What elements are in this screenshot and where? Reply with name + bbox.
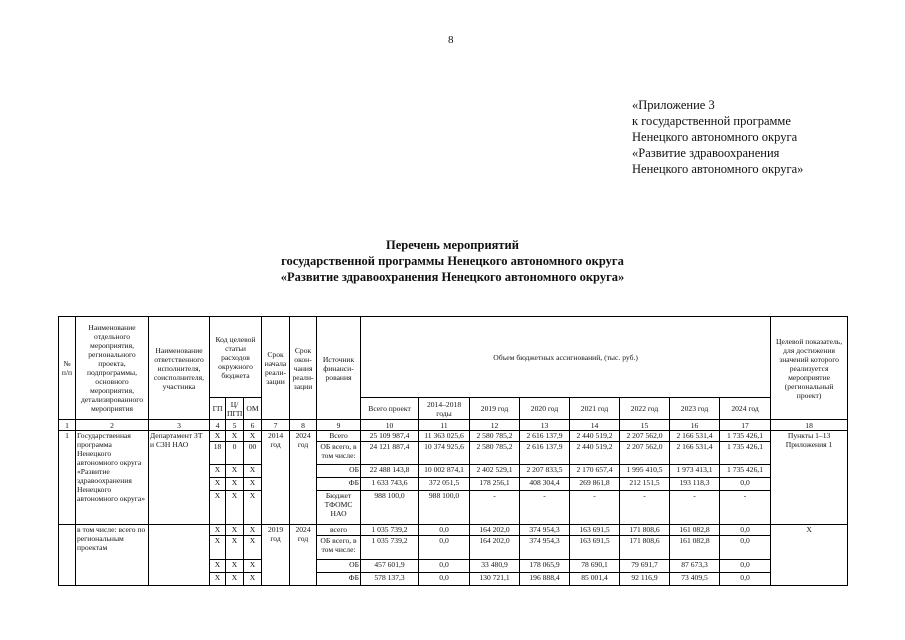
cell-gp: 18	[210, 442, 226, 465]
column-number-cell: 8	[290, 420, 317, 431]
column-number-cell: 4	[210, 420, 226, 431]
cell-value: 2 170 657,4	[570, 465, 620, 478]
row-number: 1	[59, 431, 76, 525]
appendix-line: Ненецкого автономного округа»	[632, 162, 804, 176]
cell-value: 178 256,1	[470, 478, 520, 491]
cell-value: 2 207 562,0	[620, 431, 670, 442]
cell-value: 171 808,6	[620, 525, 670, 536]
header-2021: 2021 год	[570, 398, 620, 420]
cell-value: 1 633 743,6	[361, 478, 419, 491]
cell-cpgp: Х	[226, 465, 244, 478]
appendix-note	[632, 97, 803, 177]
cell-cpgp: Х	[226, 525, 244, 536]
row-start: 2019 год	[262, 525, 290, 586]
column-number-cell: 17	[720, 420, 771, 431]
cell-value: 1 035 739,2	[361, 536, 419, 560]
column-number-cell: 7	[262, 420, 290, 431]
cell-value: 1 035 739,2	[361, 525, 419, 536]
cell-value: -	[570, 491, 620, 525]
cell-value: 161 082,8	[670, 536, 720, 560]
cell-value: 164 202,0	[470, 525, 520, 536]
column-number-cell: 12	[470, 420, 520, 431]
cell-value: -	[470, 491, 520, 525]
cell-value: 2 402 529,1	[470, 465, 520, 478]
page-number: 8	[448, 34, 454, 46]
cell-om: Х	[244, 536, 262, 560]
cell-value: -	[670, 491, 720, 525]
row-number	[59, 525, 76, 586]
cell-cpgp: Х	[226, 431, 244, 442]
document-heading	[0, 237, 905, 285]
cell-value: 196 888,4	[520, 573, 570, 586]
column-number-cell: 5	[226, 420, 244, 431]
cell-source: ОБ всего, в том числе:	[317, 442, 361, 465]
column-number-cell: 9	[317, 420, 361, 431]
cell-value: 1 735 426,1	[720, 431, 771, 442]
cell-gp: Х	[210, 560, 226, 573]
cell-value: 2 616 137,9	[520, 431, 570, 442]
header-2014-2018: 2014–2018 годы	[419, 398, 470, 420]
cell-value: 988 100,0	[361, 491, 419, 525]
cell-value: 0,0	[419, 536, 470, 560]
cell-source: Всего	[317, 431, 361, 442]
cell-value: 22 488 143,8	[361, 465, 419, 478]
cell-value: 1 735 426,1	[720, 442, 771, 465]
cell-value: 25 109 987,4	[361, 431, 419, 442]
heading-line: государственной программы Ненецкого автономного округа	[281, 254, 624, 268]
measures-table	[58, 316, 848, 586]
cell-value: 33 480,9	[470, 560, 520, 573]
cell-source: ОБ всего, в том числе:	[317, 536, 361, 560]
header-2022: 2022 год	[620, 398, 670, 420]
cell-value: 161 082,8	[670, 525, 720, 536]
table-row	[59, 525, 848, 536]
header-volume: Объем бюджетных ассигнований, (тыс. руб.)	[361, 317, 771, 398]
header-num: № п/п	[59, 317, 76, 420]
cell-value: 2 166 531,4	[670, 431, 720, 442]
cell-value: 988 100,0	[419, 491, 470, 525]
cell-gp: Х	[210, 465, 226, 478]
cell-value: 79 691,7	[620, 560, 670, 573]
cell-value: 193 118,3	[670, 478, 720, 491]
cell-source: ФБ	[317, 573, 361, 586]
table-row	[59, 431, 848, 442]
header-source: Источник финанси-рования	[317, 317, 361, 420]
cell-value: 374 954,3	[520, 536, 570, 560]
cell-om: Х	[244, 465, 262, 478]
cell-gp: Х	[210, 536, 226, 560]
cell-cpgp: Х	[226, 536, 244, 560]
cell-value: 2 207 833,5	[520, 465, 570, 478]
row-end: 2024 год	[290, 431, 317, 525]
row-indicator: Х	[771, 525, 848, 586]
cell-cpgp: Х	[226, 560, 244, 573]
appendix-line: «Приложение 3	[632, 98, 715, 112]
cell-value: 2 166 531,4	[670, 442, 720, 465]
cell-value: -	[620, 491, 670, 525]
header-2019: 2019 год	[470, 398, 520, 420]
cell-value: 163 691,5	[570, 536, 620, 560]
row-name: Государственная программа Ненецкого автономного округа «Развитие здравоохранения Ненецкого автономного округа»	[76, 431, 149, 525]
appendix-line: «Развитие здравоохранения	[632, 146, 780, 160]
header-code: Код целевой статьи расходов окружного бюджета	[210, 317, 262, 398]
cell-value: 2 207 562,0	[620, 442, 670, 465]
cell-value: 163 691,5	[570, 525, 620, 536]
cell-gp: Х	[210, 478, 226, 491]
cell-om: Х	[244, 491, 262, 525]
cell-source: ОБ	[317, 465, 361, 478]
column-number-cell: 18	[771, 420, 848, 431]
header-gp: ГП	[210, 398, 226, 420]
cell-value: 0,0	[720, 478, 771, 491]
cell-value: 1 735 426,1	[720, 465, 771, 478]
cell-source: ФБ	[317, 478, 361, 491]
cell-value: 2 580 785,2	[470, 442, 520, 465]
row-start: 2014 год	[262, 431, 290, 525]
cell-value: 10 002 874,1	[419, 465, 470, 478]
column-number-cell: 2	[76, 420, 149, 431]
cell-cpgp: Х	[226, 478, 244, 491]
cell-cpgp: Х	[226, 573, 244, 586]
cell-om: Х	[244, 560, 262, 573]
cell-value: 73 409,5	[670, 573, 720, 586]
cell-value: 0,0	[419, 560, 470, 573]
header-2020: 2020 год	[520, 398, 570, 420]
appendix-line: к государственной программе	[632, 114, 791, 128]
column-number-cell: 15	[620, 420, 670, 431]
cell-gp: Х	[210, 491, 226, 525]
cell-value: 10 374 925,6	[419, 442, 470, 465]
cell-source: ОБ	[317, 560, 361, 573]
cell-value: 11 363 025,6	[419, 431, 470, 442]
column-number-cell: 3	[149, 420, 210, 431]
cell-value: 0,0	[720, 536, 771, 560]
cell-om: Х	[244, 478, 262, 491]
cell-value: 0,0	[720, 525, 771, 536]
cell-value: 87 673,3	[670, 560, 720, 573]
cell-value: 24 121 887,4	[361, 442, 419, 465]
column-number-cell: 14	[570, 420, 620, 431]
cell-value: 178 065,9	[520, 560, 570, 573]
header-2023: 2023 год	[670, 398, 720, 420]
column-number-cell: 16	[670, 420, 720, 431]
cell-value: 578 137,3	[361, 573, 419, 586]
cell-value: 2 440 519,2	[570, 442, 620, 465]
column-number-cell: 10	[361, 420, 419, 431]
column-number-row	[59, 420, 848, 431]
cell-value: 0,0	[720, 560, 771, 573]
header-total: Всего проект	[361, 398, 419, 420]
row-indicator: Пункты 1–13 Приложения 1	[771, 431, 848, 525]
cell-value: -	[720, 491, 771, 525]
cell-value: 0,0	[419, 573, 470, 586]
heading-line: «Развитие здравоохранения Ненецкого автономного округа»	[280, 270, 625, 284]
column-number-cell: 13	[520, 420, 570, 431]
cell-value: 92 116,9	[620, 573, 670, 586]
cell-value: 78 690,1	[570, 560, 620, 573]
appendix-line: Ненецкого автономного округа	[632, 130, 798, 144]
row-executor: Департамент ЗТ и СЗН НАО	[149, 431, 210, 525]
cell-value: 164 202,0	[470, 536, 520, 560]
cell-om: Х	[244, 573, 262, 586]
cell-source: Бюджет ТФОМС НАО	[317, 491, 361, 525]
header-start: Срок начала реали-зации	[262, 317, 290, 420]
cell-source: всего	[317, 525, 361, 536]
cell-value: 85 001,4	[570, 573, 620, 586]
cell-value: 374 954,3	[520, 525, 570, 536]
cell-value: 2 580 785,2	[470, 431, 520, 442]
cell-gp: Х	[210, 525, 226, 536]
cell-value: 269 861,8	[570, 478, 620, 491]
header-name: Наименование отдельного мероприятия, регионального проекта, подпрограммы, основного мероприятия, детализированного мероприятия	[76, 317, 149, 420]
cell-cpgp: 0	[226, 442, 244, 465]
row-end: 2024 год	[290, 525, 317, 586]
cell-value: 0,0	[720, 573, 771, 586]
cell-value: 372 051,5	[419, 478, 470, 491]
cell-value: -	[520, 491, 570, 525]
header-om: ОМ	[244, 398, 262, 420]
cell-value: 2 440 519,2	[570, 431, 620, 442]
header-indicator: Целевой показатель, для достижения значений которого реализуется мероприятие (региональный проект)	[771, 317, 848, 420]
heading-line: Перечень мероприятий	[386, 238, 519, 252]
cell-value: 457 601,9	[361, 560, 419, 573]
cell-value: 408 304,4	[520, 478, 570, 491]
column-number-cell: 11	[419, 420, 470, 431]
row-name: в том числе: всего по региональным проектам	[76, 525, 149, 586]
row-executor	[149, 525, 210, 586]
column-number-cell: 6	[244, 420, 262, 431]
cell-value: 0,0	[419, 525, 470, 536]
header-cpgp: Ц/ ПГП	[227, 399, 243, 418]
cell-value: 1 995 410,5	[620, 465, 670, 478]
cell-value: 130 721,1	[470, 573, 520, 586]
cell-value: 2 616 137,9	[520, 442, 570, 465]
cell-value: 1 973 413,1	[670, 465, 720, 478]
cell-value: 212 151,5	[620, 478, 670, 491]
header-end: Срок окон-чания реали-зации	[290, 317, 317, 420]
cell-cpgp: Х	[226, 491, 244, 525]
header-executor: Наименование ответственного исполнителя, соисполнителя, участника	[149, 317, 210, 420]
cell-om: 00	[244, 442, 262, 465]
cell-om: Х	[244, 525, 262, 536]
cell-om: Х	[244, 431, 262, 442]
cell-value: 171 808,6	[620, 536, 670, 560]
cell-gp: Х	[210, 431, 226, 442]
column-number-cell: 1	[59, 420, 76, 431]
cell-gp: Х	[210, 573, 226, 586]
header-2024: 2024 год	[720, 398, 771, 420]
